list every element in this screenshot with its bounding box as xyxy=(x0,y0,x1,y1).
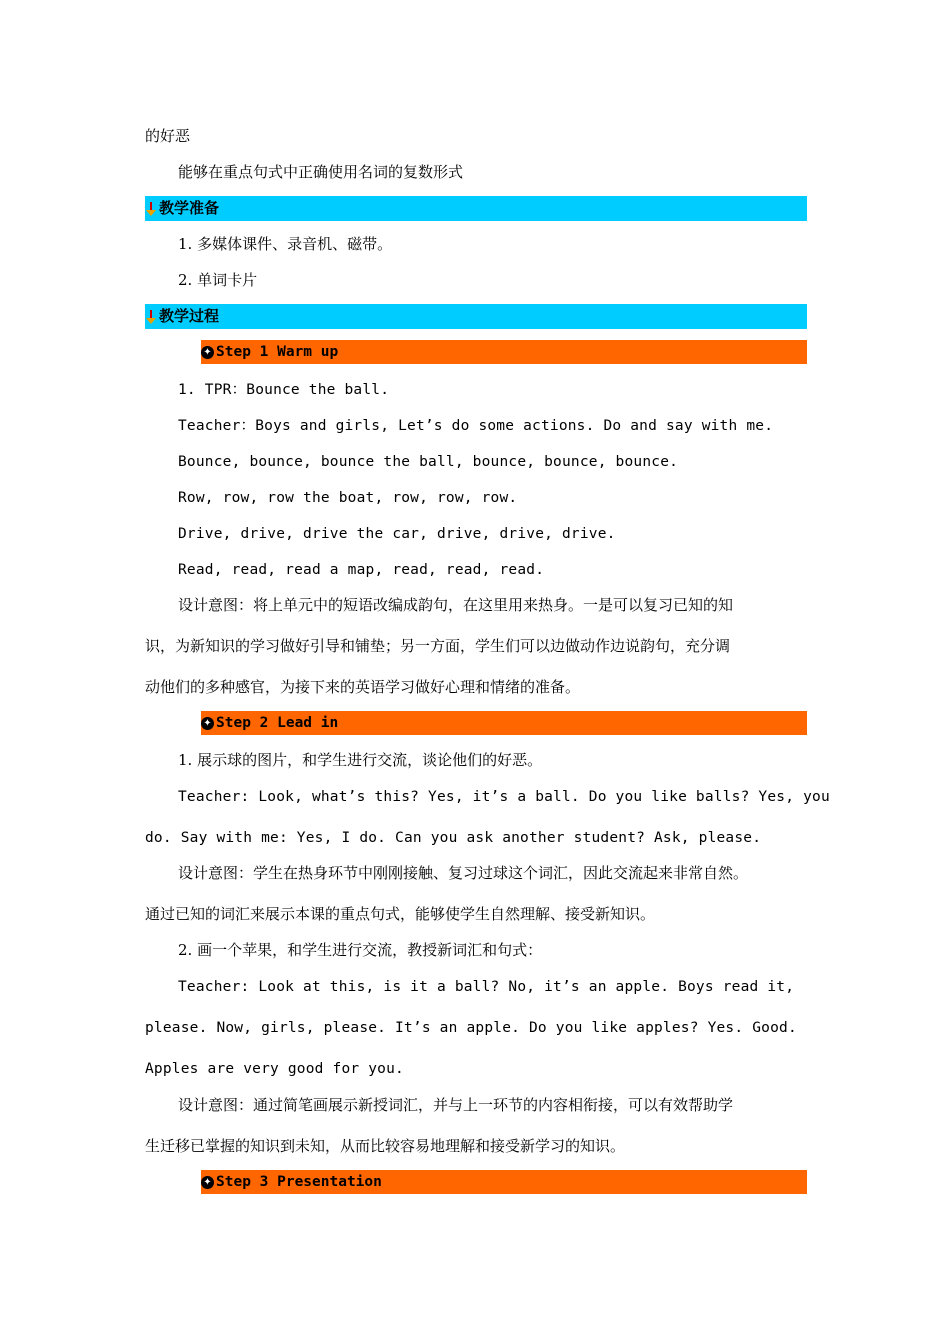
text-line: 识，为新知识的学习做好引导和铺垫；另一方面，学生们可以边做动作边说韵句，充分调 xyxy=(145,637,731,655)
section-header-prep xyxy=(145,196,807,221)
star-icon: ✦ xyxy=(201,1176,214,1189)
text-line: 的好恶 xyxy=(145,127,191,145)
text-line: 设计意图：学生在热身环节中刚刚接触、复习过球这个词汇，因此交流起来非常自然。 xyxy=(178,864,749,882)
text-line: Teacher: Look, what’s this? Yes, it’s a ball. Do you like balls? Yes, you xyxy=(178,789,830,805)
section-title: 教学准备 xyxy=(159,199,220,217)
star-icon: ✦ xyxy=(201,717,214,730)
star-icon: ✦ xyxy=(201,346,214,359)
text-line: 1. TPR：Bounce the ball. xyxy=(178,382,390,398)
flag-icon xyxy=(145,310,157,324)
step-title: Step 2 Lead in xyxy=(216,715,339,731)
text-line: Bounce, bounce, bounce the ball, bounce, bounce, bounce. xyxy=(178,454,679,470)
flag-icon xyxy=(145,202,157,216)
list-item: 2. 单词卡片 xyxy=(178,271,258,289)
text-line: 生迁移已掌握的知识到未知，从而比较容易地理解和接受新学习的知识。 xyxy=(145,1137,626,1155)
text-line: 动他们的多种感官，为接下来的英语学习做好心理和情绪的准备。 xyxy=(145,678,581,696)
text-line: Drive, drive, drive the car, drive, drive, drive. xyxy=(178,526,616,542)
step-title: Step 1 Warm up xyxy=(216,344,339,360)
section-title: 教学过程 xyxy=(159,307,220,325)
step-header-2 xyxy=(201,711,807,735)
text-line: 设计意图：通过简笔画展示新授词汇，并与上一环节的内容相衔接，可以有效帮助学 xyxy=(178,1096,734,1114)
text-line: Read, read, read a map, read, read, read. xyxy=(178,562,545,578)
text-line: do. Say with me: Yes, I do. Can you ask another student? Ask, please. xyxy=(145,830,762,846)
text-line: 通过已知的词汇来展示本课的重点句式，能够使学生自然理解、接受新知识。 xyxy=(145,905,656,923)
list-item: 1. 多媒体课件、录音机、磁带。 xyxy=(178,235,393,253)
step-header-3 xyxy=(201,1170,807,1194)
text-line: Teacher: Look at this, is it a ball? No, it’s an apple. Boys read it, xyxy=(178,979,795,995)
text-line: 2. 画一个苹果，和学生进行交流，教授新词汇和句式： xyxy=(178,941,543,959)
step-title: Step 3 Presentation xyxy=(216,1174,382,1190)
text-line: 设计意图：将上单元中的短语改编成韵句，在这里用来热身。一是可以复习已知的知 xyxy=(178,596,734,614)
text-line: Teacher：Boys and girls, Let’s do some actions. Do and say with me. xyxy=(178,418,774,434)
text-line: Apples are very good for you. xyxy=(145,1061,404,1077)
step-header-1 xyxy=(201,340,807,364)
text-line: Row, row, row the boat, row, row, row. xyxy=(178,490,518,506)
text-line: please. Now, girls, please. It’s an apple. Do you like apples? Yes. Good. xyxy=(145,1020,797,1036)
section-header-process xyxy=(145,304,807,329)
text-line: 1. 展示球的图片，和学生进行交流，谈论他们的好恶。 xyxy=(178,751,543,769)
text-line: 能够在重点句式中正确使用名词的复数形式 xyxy=(178,163,464,181)
